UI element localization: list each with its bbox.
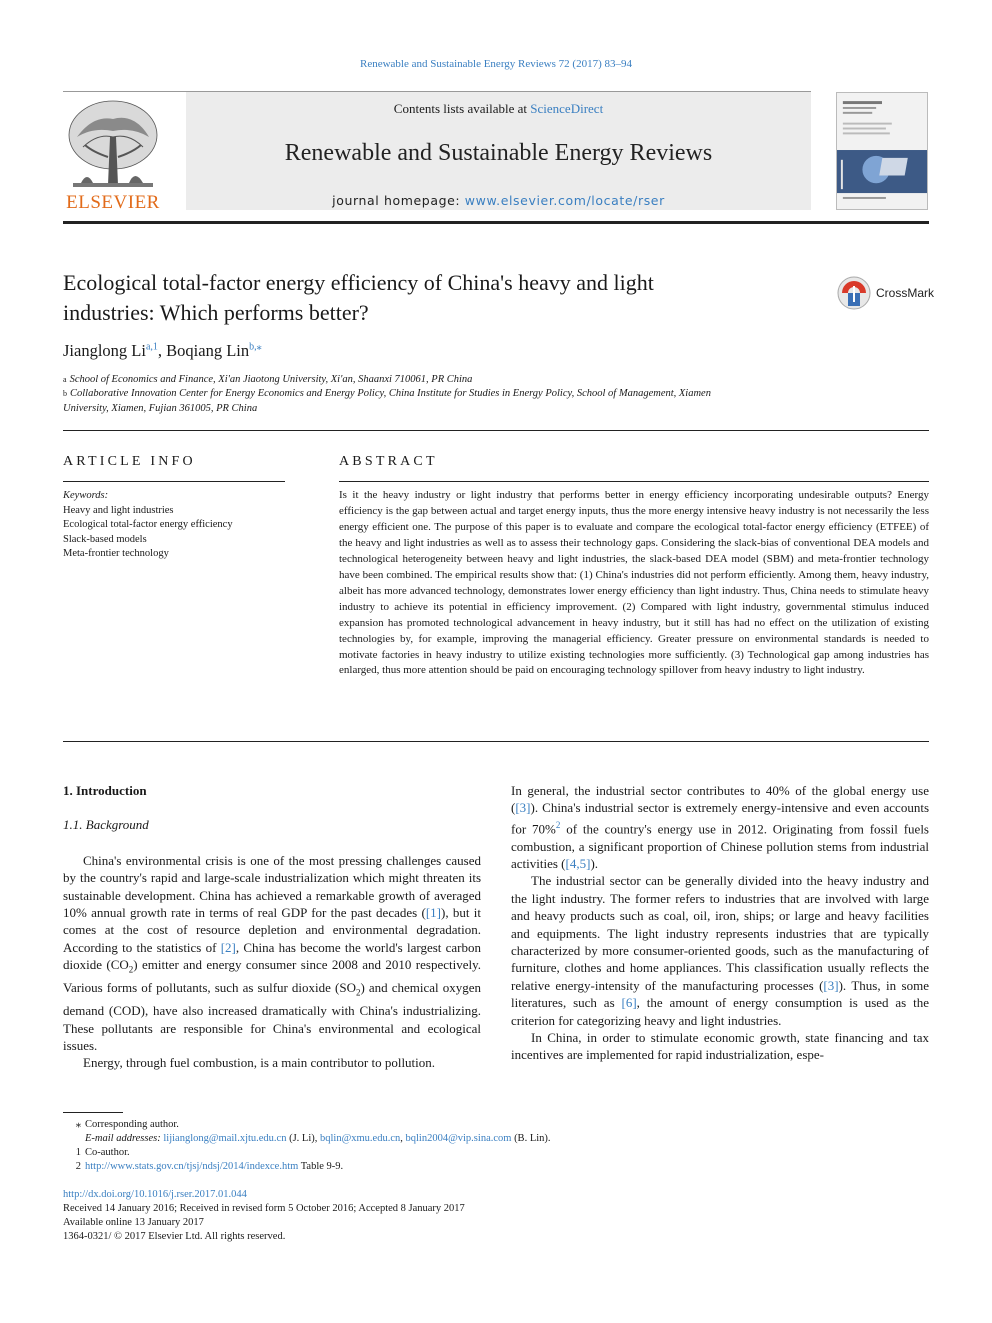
abstract-bottom-rule <box>63 741 929 742</box>
abstract-text: Is it the heavy industry or light industry that performs better in energy efficiency incorporating undesirable outputs? Energy efficiency is the gap between actual and target energy inputs, thus the more energy intensive heavy industry is not necessarily the less energy efficient one. The purpose of this paper is to evaluate and compare the ecological total-factor energy efficiency (ETFEE) of the heavy and light industries as well as to assess their technology gaps. Considering the slack-bias of conventional DEA models and technological heterogeneity between heavy and light industries, the slack-based DEA model (SBM) and meta-frontier technology have been combined. The empirical results show that: (1) China's industries did not perform efficiently. Among them, heavy industry, albeit has more advanced technology, demonstrates lower energy efficiency than light industry. Thus, China needs to stimulate heavy industry to achieve its potential in efficiency improvement. (2) Compared with light industry, governmental stimulus induced expansion has promoted technological advancement in heavy industry, but it still has had no effect on the utilization of existing technologies by, for example, improving the managerial efficiency. Greater pressure on environmental standards is needed to motivate factories in heavy industry to utilize existing technologies more sufficiently. (3) Technological gap among industries has enlarged, thus more attention should be paid on encouraging technology spillover from heavy industry to light industry. <box>339 489 929 677</box>
keyword-item: Heavy and light industries <box>63 504 174 516</box>
text-run: China's environmental crisis is one of the most pressing challenges caused by the country's rapid and large-scale industrialization which might threaten its sustainable development. China has achieved a remarkable growth of averaged 10% annual growth rate in terms of real GDP for the past decades ( <box>63 852 481 921</box>
doi-link-text[interactable]: http://dx.doi.org/10.1016/j.rser.2017.01.044 <box>63 1189 247 1200</box>
reference-link[interactable]: [3] <box>823 977 839 993</box>
affiliation-text: Collaborative Innovation Center for Energy Economics and Energy Policy, China Institute for Studies in Energy Policy, School of Management, Xiamen <box>70 388 711 399</box>
body-paragraph <box>63 852 481 1055</box>
email-link[interactable]: lijianglong@mail.xjtu.edu.cn <box>163 1133 287 1144</box>
body-paragraph: In China, in order to stimulate economic growth, state financing and tax incentives are implemented for rapid industrialization, espe- <box>511 1030 929 1063</box>
email-link[interactable]: bqlin@xmu.edu.cn <box>320 1133 401 1144</box>
subscript: 2 <box>128 964 134 975</box>
text-run: ). Thus, in some literatures, such as <box>511 977 929 1011</box>
stats-link[interactable]: http://www.stats.gov.cn/tjsj/ndsj/2014/indexce.htm <box>85 1161 299 1172</box>
journal-homepage <box>186 193 811 208</box>
footnote-text: Table 9-9. <box>298 1161 344 1172</box>
section-heading: 1. Introduction <box>63 783 147 798</box>
received-dates: Received 14 January 2016; Received in revised form 5 October 2016; Accepted 8 January 2017 <box>63 1203 465 1214</box>
text-run: ). China's industrial sector is extremely energy-intensive and even accounts for 70% <box>511 800 929 837</box>
affiliation-text: University, Xiamen, Fujian 361005, PR China <box>63 402 258 414</box>
contents-lists <box>186 101 811 117</box>
body-paragraph: Energy, through fuel combustion, is a main contributor to pollution. <box>83 1055 436 1071</box>
title-line-1: Ecological total-factor energy efficiency of China's heavy and light <box>63 270 654 295</box>
body-column-left <box>63 782 481 1072</box>
text-run: ) emitter and energy consumer since 2008 and 2010 respectively. Various forms of pollutants, such as sulfur dioxide (SO <box>63 957 481 996</box>
author-separator: , <box>157 341 167 360</box>
affiliation-text: School of Economics and Finance, Xi'an Jiaotong University, Xi'an, Shaanxi 710061, PR China <box>69 374 473 385</box>
sciencedirect-link[interactable]: ScienceDirect <box>530 101 604 116</box>
text-run: of the country's energy use in 2012. Originating from fossil fuels combustion, a significant proportion of Chinese pollution stems from industrial activities ( <box>511 821 929 871</box>
text-run: In general, the industrial sector contributes to 40% of the global energy use ( <box>511 783 929 816</box>
reference-link[interactable]: [1] <box>425 905 441 921</box>
body-column-right <box>511 782 929 1064</box>
affiliation-a <box>63 373 833 388</box>
homepage-link[interactable]: www.elsevier.com/locate/rser <box>464 193 665 208</box>
email-link[interactable]: bqlin2004@vip.sina.com <box>405 1133 512 1144</box>
footnote-emails <box>63 1132 929 1146</box>
text-run: , the amount of energy consumption is used as the criterion for categorizing heavy and light industries. <box>511 995 929 1028</box>
text-run: (B. Lin). <box>511 1133 551 1144</box>
abstract-heading: ABSTRACT <box>339 454 438 469</box>
homepage-prefix: journal homepage: <box>332 193 465 208</box>
article-title <box>63 268 803 328</box>
article-info-rule <box>63 481 285 482</box>
affiliation-label: b <box>63 389 67 398</box>
elsevier-wordmark[interactable]: ELSEVIER <box>66 192 160 213</box>
footnote-text: Co-author. <box>85 1147 130 1158</box>
keywords-block <box>63 489 283 562</box>
footnote-corresponding <box>63 1118 929 1132</box>
author-name: Jianglong Li <box>63 341 146 360</box>
subsection-heading: 1.1. Background <box>63 817 149 833</box>
contents-prefix: Contents lists available at <box>393 101 531 116</box>
footnote-2 <box>63 1160 929 1174</box>
crossmark-label[interactable]: CrossMark <box>876 286 935 300</box>
available-online: Available online 13 January 2017 <box>63 1217 204 1228</box>
author-list <box>63 341 262 361</box>
keywords-label: Keywords: <box>63 490 109 501</box>
crossmark-icon[interactable] <box>836 276 872 310</box>
footnote-rule <box>63 1112 123 1113</box>
article-info-heading: ARTICLE INFO <box>63 454 196 469</box>
copyright: 1364-0321/ © 2017 Elsevier Ltd. All rights reserved. <box>63 1231 286 1242</box>
footnote-mark: 2 <box>75 1161 81 1172</box>
abstract-rule <box>339 481 929 482</box>
author-affiliation-marker[interactable]: b,⁎ <box>249 341 262 353</box>
reference-link[interactable]: [6] <box>621 995 637 1011</box>
text-run: ), but it comes at the cost of resource depletion and environmental degradation. According to the statistics of <box>63 905 481 955</box>
email-label: E-mail addresses: <box>85 1133 164 1144</box>
body-paragraph <box>511 782 929 872</box>
footnote-marker[interactable]: 2 <box>555 819 561 830</box>
reference-link[interactable]: [2] <box>220 939 236 955</box>
keyword-item: Slack-based models <box>63 533 147 545</box>
journal-name: Renewable and Sustainable Energy Reviews <box>284 140 713 166</box>
title-block-rule <box>63 430 929 431</box>
body-paragraph <box>511 872 929 1029</box>
affiliation-label: a <box>63 375 67 384</box>
text-run: (J. Li), <box>286 1133 321 1144</box>
author-affiliation-marker[interactable]: a,1 <box>145 341 158 353</box>
doi-link[interactable] <box>63 1188 663 1202</box>
journal-cover-thumbnail[interactable] <box>836 92 928 210</box>
footnote-text: Corresponding author. <box>85 1119 179 1130</box>
text-run: , China has become the world's largest carbon dioxide (CO <box>63 939 482 973</box>
footnote-1 <box>63 1146 929 1160</box>
reference-link[interactable]: [4,5] <box>565 855 591 871</box>
text-run: ) and chemical oxygen demand (COD), have also increased dramatically with China's industrializing. These pollutants are responsible for China's environmental and ecological issues. <box>63 980 481 1054</box>
reference-link[interactable]: [3] <box>515 800 531 816</box>
text-run: , <box>400 1133 406 1144</box>
title-line-2: industries: Which performs better? <box>63 300 369 325</box>
subscript: 2 <box>355 987 361 998</box>
keyword-item: Ecological total-factor energy efficiency <box>63 519 233 530</box>
footnote-mark: ⁎ <box>75 1119 81 1130</box>
footnote-mark: 1 <box>75 1147 81 1158</box>
keyword-item: Meta-frontier technology <box>63 548 169 559</box>
header-bottom-rule <box>63 221 929 224</box>
affiliation-b <box>63 387 833 416</box>
text-run: The industrial sector can be generally divided into the heavy industry and the light industry. The former refers to industries that are involved with large and heavy products such as coal, oil, iron, ships; or large and heavy facilities and equipments. The light industry represents industries that are typically characterized by more consumer-oriented goods, such as the manufacturing of furniture, clothes and home appliances. This classification usually reflects the relative energy-intensity of the manufacturing processes ( <box>511 873 929 993</box>
journal-citation[interactable]: Renewable and Sustainable Energy Reviews 72 (2017) 83–94 <box>360 58 632 70</box>
text-run: ). <box>590 855 599 871</box>
author-name: Boqiang Lin <box>166 341 250 360</box>
